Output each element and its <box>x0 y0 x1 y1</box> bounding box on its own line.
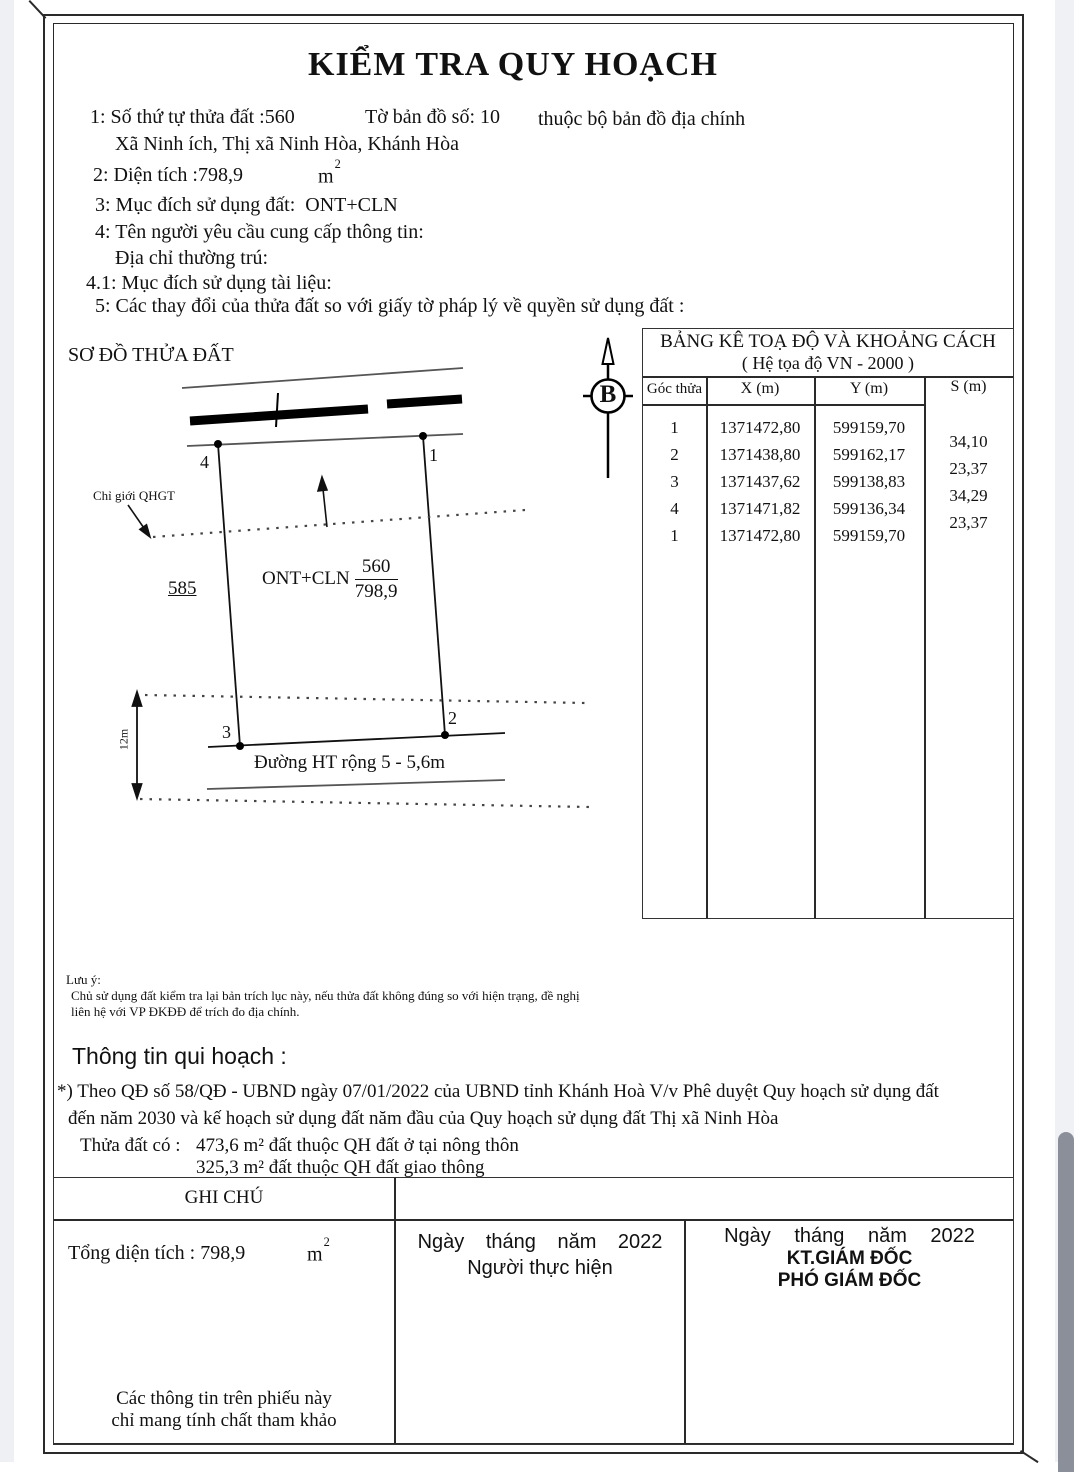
footer-total-area-unit: $m^2$ <box>307 1235 330 1266</box>
parcel-sketch-drawing <box>60 330 645 930</box>
coord-row-point: 1 <box>670 418 679 437</box>
corner-label-3: 3 <box>222 722 231 742</box>
footer-table <box>53 1177 1014 1445</box>
qhgt-pointer-arrow <box>128 505 150 537</box>
parcel-use-label <box>262 556 398 603</box>
info-requester: 4: Tên người yêu cầu cung cấp thông tin: <box>95 221 424 243</box>
info-map-belong: thuộc bộ bản đồ địa chính <box>538 108 746 130</box>
coord-table-title: BẢNG KÊ TOẠ ĐỘ VÀ KHOẢNG CÁCH <box>660 331 996 352</box>
note-line-1: Chủ sử dụng đất kiểm tra lại bản trích lục này, nếu thửa đất không đúng so với hiện trạng, đề nghị <box>71 988 580 1003</box>
footer-signer-title-1: KT.GIÁM ĐỐC <box>786 1248 913 1269</box>
info-map-sheet: Tờ bản đồ số: 10 <box>365 106 501 128</box>
coord-row-y: 599159,70 <box>832 418 906 437</box>
parcel-fraction <box>355 556 398 603</box>
note-label: Lưu ý: <box>66 972 101 987</box>
coord-header-point: Góc thửa <box>646 381 703 397</box>
coord-row-x: 1371437,62 <box>719 472 801 491</box>
footer-row-divider <box>54 1219 1013 1221</box>
footer-disclaimer-2: chỉ mang tính chất tham khảo <box>111 1410 337 1431</box>
footer-total-area: Tổng diện tích : 798,9 <box>68 1242 246 1264</box>
coord-row-y: 599159,70 <box>832 526 906 545</box>
footer-col-divider-a <box>394 1178 396 1444</box>
coord-row-x: 1371472,80 <box>719 526 801 545</box>
footer-note-header: GHI CHÚ <box>184 1187 264 1208</box>
coord-row-point: 4 <box>670 499 679 518</box>
coord-row-point: 2 <box>670 445 679 464</box>
footer-date-right: Ngày tháng năm 2022 <box>724 1225 975 1247</box>
north-letter: B <box>599 381 617 408</box>
coord-row-x: 1371472,80 <box>719 418 801 437</box>
coord-row-y: 599162,17 <box>832 445 906 464</box>
centerline-tick <box>276 393 278 427</box>
planning-line-3-label: Thửa đất có : <box>80 1135 181 1156</box>
scrollbar-thumb[interactable] <box>1058 1132 1074 1472</box>
road-width-dimension-arrow <box>133 692 142 798</box>
coord-row-point: 1 <box>670 526 679 545</box>
coord-header-s: S (m) <box>950 378 987 395</box>
road-centerline-dashes <box>190 399 462 421</box>
footer-date-left: Ngày tháng năm 2022 <box>417 1231 663 1253</box>
parcel-area: 798,9 <box>354 581 398 602</box>
area-superscript: 2 <box>334 157 341 172</box>
planning-line-4-value: 325,3 m² đất thuộc QH đất giao thông <box>196 1157 485 1178</box>
footer-area-superscript: 2 <box>323 1235 330 1250</box>
scan-margin-left <box>0 0 14 1462</box>
coord-distance: 23,37 <box>949 513 988 532</box>
coord-row-y: 599136,34 <box>832 499 906 518</box>
corner-label-1: 1 <box>429 445 438 465</box>
footer-disclaimer-1: Các thông tin trên phiếu này <box>116 1388 332 1409</box>
info-area: 2: Diện tích :798,9 <box>93 164 243 186</box>
corner-fold-top-left <box>29 0 47 19</box>
coord-row-x: 1371471,82 <box>719 499 801 518</box>
planning-line-1: *) Theo QĐ số 58/QĐ - UBND ngày 07/01/2022 của UBND tỉnh Khánh Hoà V/v Phê duyệt Quy hoạch sử dụng đất <box>57 1081 939 1102</box>
sketch-title: SƠ ĐỒ THỬA ĐẤT <box>68 344 234 366</box>
info-doc-purpose: 4.1: Mục đích sử dụng tài liệu: <box>86 272 332 294</box>
coord-distance: 34,29 <box>949 486 988 505</box>
coord-distance: 23,37 <box>949 459 988 478</box>
corner-label-2: 2 <box>448 708 457 728</box>
road-label: Đường HT rộng 5 - 5,6m <box>254 752 445 773</box>
coord-header-y: Y (m) <box>849 380 889 397</box>
col-divider-3 <box>924 376 926 918</box>
coord-header-x: X (m) <box>740 380 780 397</box>
page-title: KIỂM TRA QUY HOẠCH <box>308 46 718 83</box>
info-area-unit: $m^2$ <box>318 157 341 188</box>
road-width-label: 12m <box>116 728 131 751</box>
neighbor-parcel-label: 585 <box>168 578 197 599</box>
planning-line-3-value: 473,6 m² đất thuộc QH đất ở tại nông thôn <box>196 1135 519 1156</box>
footer-executor: Người thực hiện <box>467 1257 613 1279</box>
planning-heading: Thông tin qui hoạch : <box>72 1043 287 1069</box>
parcel-code: ONT+CLN <box>262 567 350 589</box>
corner-fold-bottom-right <box>1020 1450 1039 1463</box>
coordinate-table <box>642 328 1014 919</box>
coord-row-y: 599138,83 <box>832 472 906 491</box>
corner-label-4: 4 <box>200 452 209 472</box>
info-changes: 5: Các thay đổi của thửa đất so với giấy tờ pháp lý về quyền sử dụng đất : <box>95 295 685 317</box>
header-divider <box>643 404 925 406</box>
info-land-use: 3: Mục đích sử dụng đất: ONT+CLN <box>95 194 398 216</box>
coord-table-subtitle: ( Hệ tọa độ VN - 2000 ) <box>741 353 915 373</box>
coord-row-point: 3 <box>670 472 679 491</box>
planning-line-2: đến năm 2030 và kế hoạch sử dụng đất năm đầu của Quy hoạch sử dụng đất Thị xã Ninh Hòa <box>68 1108 779 1129</box>
info-parcel-number: 1: Số thứ tự thửa đất :560 <box>90 106 295 128</box>
parcel-number: 560 <box>355 556 398 580</box>
coord-distance: 34,10 <box>949 432 988 451</box>
footer-signer-title-2: PHÓ GIÁM ĐỐC <box>777 1270 922 1291</box>
note-line-2: liên hệ với VP ĐKĐĐ để trích đo địa chính. <box>71 1004 300 1019</box>
qhgt-boundary-label: Chỉ giới QHGT <box>93 488 175 503</box>
info-address: Địa chỉ thường trú: <box>115 247 269 269</box>
direction-up-arrow <box>318 477 327 527</box>
coord-row-x: 1371438,80 <box>719 445 801 464</box>
info-location: Xã Ninh ích, Thị xã Ninh Hòa, Khánh Hòa <box>115 133 460 155</box>
